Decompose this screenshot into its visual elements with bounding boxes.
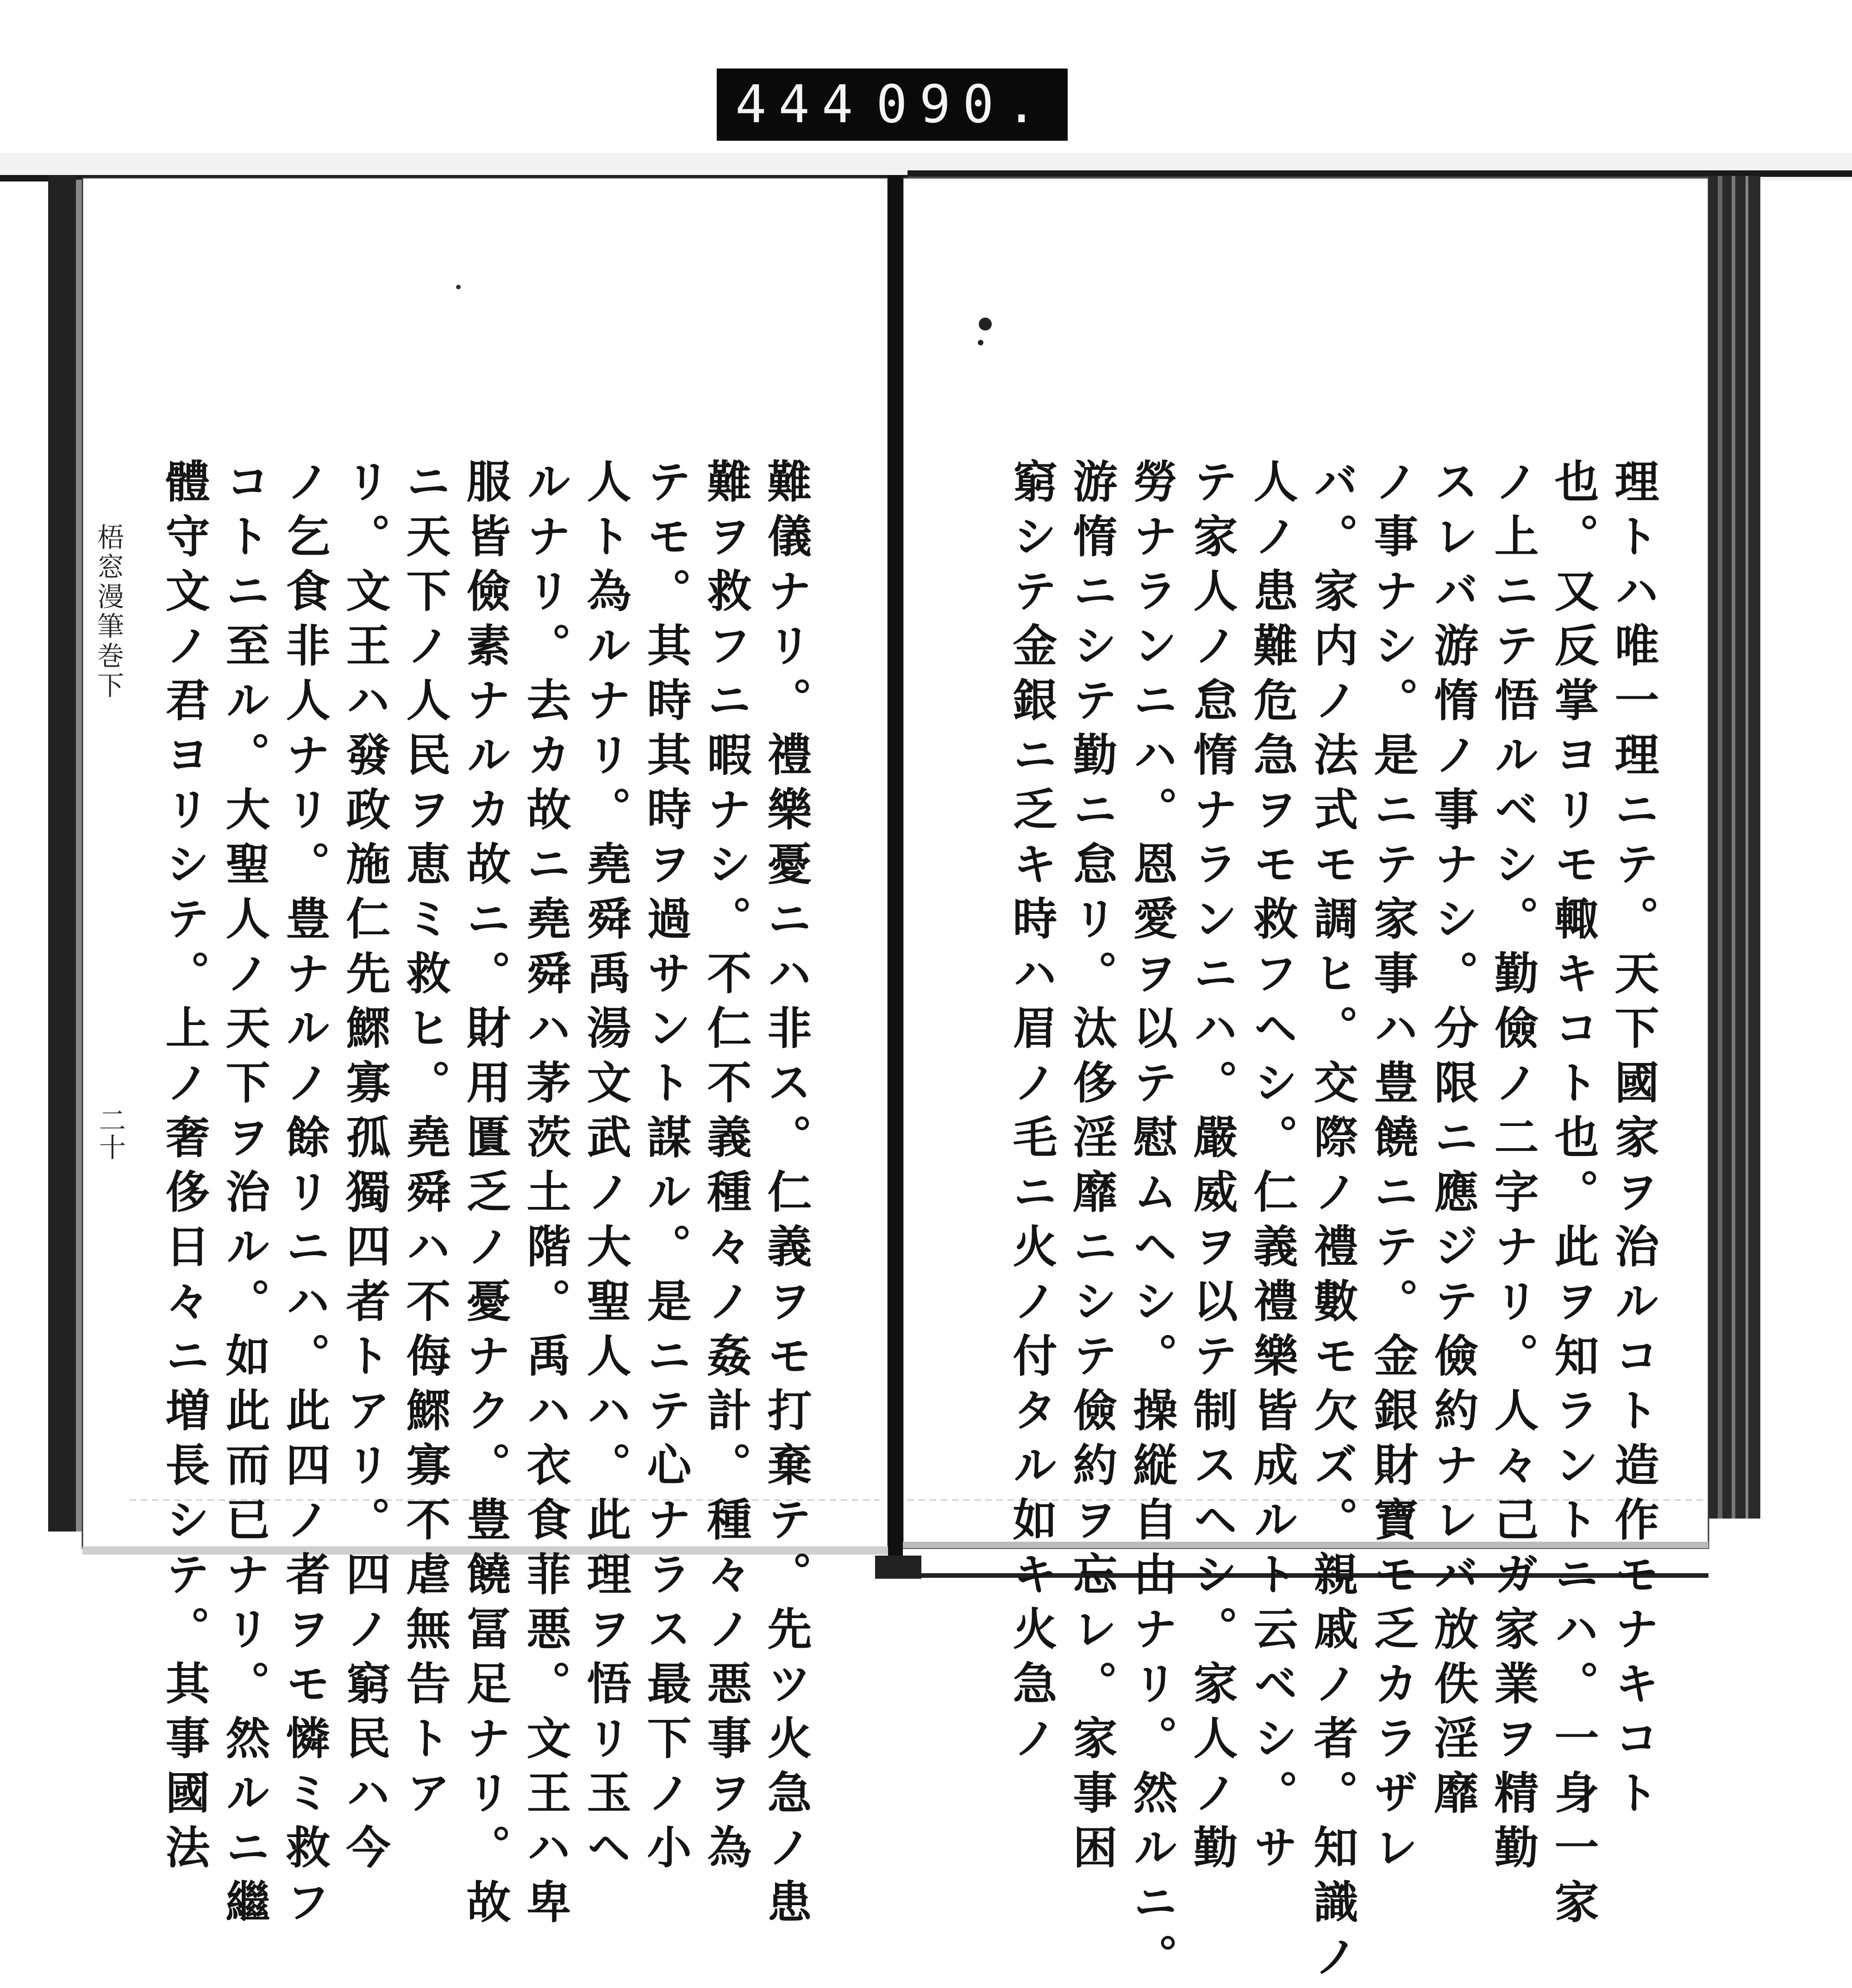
left-page-edge bbox=[48, 175, 76, 1532]
left-line-1: 難儀ナリ。禮樂憂ニハ非ス。仁義ヲモ打棄テ。先ツ火急ノ患 bbox=[760, 458, 813, 1933]
left-line-5: ルナリ。去カ故ニ堯舜ハ茅茨土階。禹ハ衣食菲悪。文王ハ卑 bbox=[519, 458, 572, 1933]
left-line-11: 體守文ノ君ヨリシテ。上ノ奢侈日々ニ増長シテ。其事國法 bbox=[158, 458, 211, 1879]
gutter bbox=[888, 175, 903, 1573]
reel-number: 444 bbox=[735, 75, 865, 135]
left-line-9: ノ乞食非人ナリ。豊ナルノ餘リニハ。此四ノ者ヲモ憐ミ救フ bbox=[279, 458, 331, 1933]
running-head: 梧窓漫筆巻下 bbox=[93, 523, 124, 701]
left-line-8: リ。文王ハ發政施仁先鰥寡孤獨四者トアリ。四ノ窮民ハ今 bbox=[339, 458, 391, 1879]
left-line-10: コトニ至ル。大聖人ノ天下ヲ治ル。如此而已ナリ。然ルニ繼 bbox=[219, 458, 271, 1933]
right-line-5: ノ事ナシ。是ニテ家事ハ豊饒ニテ。金銀財寶モ乏カラザレ bbox=[1367, 458, 1419, 1879]
page-number: 二十 bbox=[94, 1107, 126, 1160]
right-line-9: 勞ナランニハ。恩愛ヲ以テ慰ムヘシ。操縦自由ナリ。然ルニ。 bbox=[1126, 458, 1178, 1988]
right-line-7: 人ノ患難危急ヲモ救フヘシ。仁義禮樂皆成ルト云ベシ。サ bbox=[1246, 458, 1299, 1879]
right-line-6: バ。家内ノ法式モ調ヒ。交際ノ禮數モ欠ズ。親戚ノ者。知識ノ bbox=[1307, 458, 1359, 1988]
right-line-1: 理トハ唯一理ニテ。天下國家ヲ治ルコト造作モナキコト bbox=[1608, 458, 1660, 1824]
right-line-8: テ家人ノ怠惰ナランニハ。嚴威ヲ以テ制スヘシ。家人ノ勤 bbox=[1186, 458, 1239, 1879]
right-line-3: ノ上ニテ悟ルベシ。勤儉ノ二字ナリ。人々己ガ家業ヲ精勤 bbox=[1487, 458, 1539, 1879]
frame-number: 090. bbox=[876, 75, 1049, 135]
right-line-11: 窮シテ金銀ニ乏キ時ハ眉ノ毛ニ火ノ付タル如キ火急ノ bbox=[1006, 458, 1058, 1769]
left-line-7: ニ天下ノ人民ヲ恵ミ救ヒ。堯舜ハ不侮鰥寡不虐無告トア bbox=[399, 458, 451, 1824]
right-line-2: 也。又反掌ヨリモ輙キコト也。此ヲ知ラントニハ。一身一家 bbox=[1547, 458, 1600, 1933]
microfilm-frame-label bbox=[717, 69, 1068, 141]
right-line-10: 游惰ニシテ勤ニ怠リ。汰侈淫靡ニシテ儉約ヲ忘レ。家事困 bbox=[1066, 458, 1118, 1879]
right-line-4: スレバ游惰ノ事ナシ。分限ニ應ジテ儉約ナレバ放佚淫靡 bbox=[1427, 458, 1479, 1824]
left-line-4: 人ト為ルナリ。堯舜禹湯文武ノ大聖人ハ。此理ヲ悟リ玉ヘ bbox=[580, 458, 632, 1879]
left-line-6: 服皆儉素ナルカ故ニ。財用匱乏ノ憂ナク。豊饒冨足ナリ。故 bbox=[459, 458, 512, 1933]
left-line-2: 難ヲ救フニ暇ナシ。不仁不義種々ノ姦計。種々ノ悪事ヲ為 bbox=[700, 458, 752, 1879]
left-line-3: テモ。其時其時ヲ過サント謀ル。是ニテ心ナラス最下ノ小 bbox=[640, 458, 692, 1879]
